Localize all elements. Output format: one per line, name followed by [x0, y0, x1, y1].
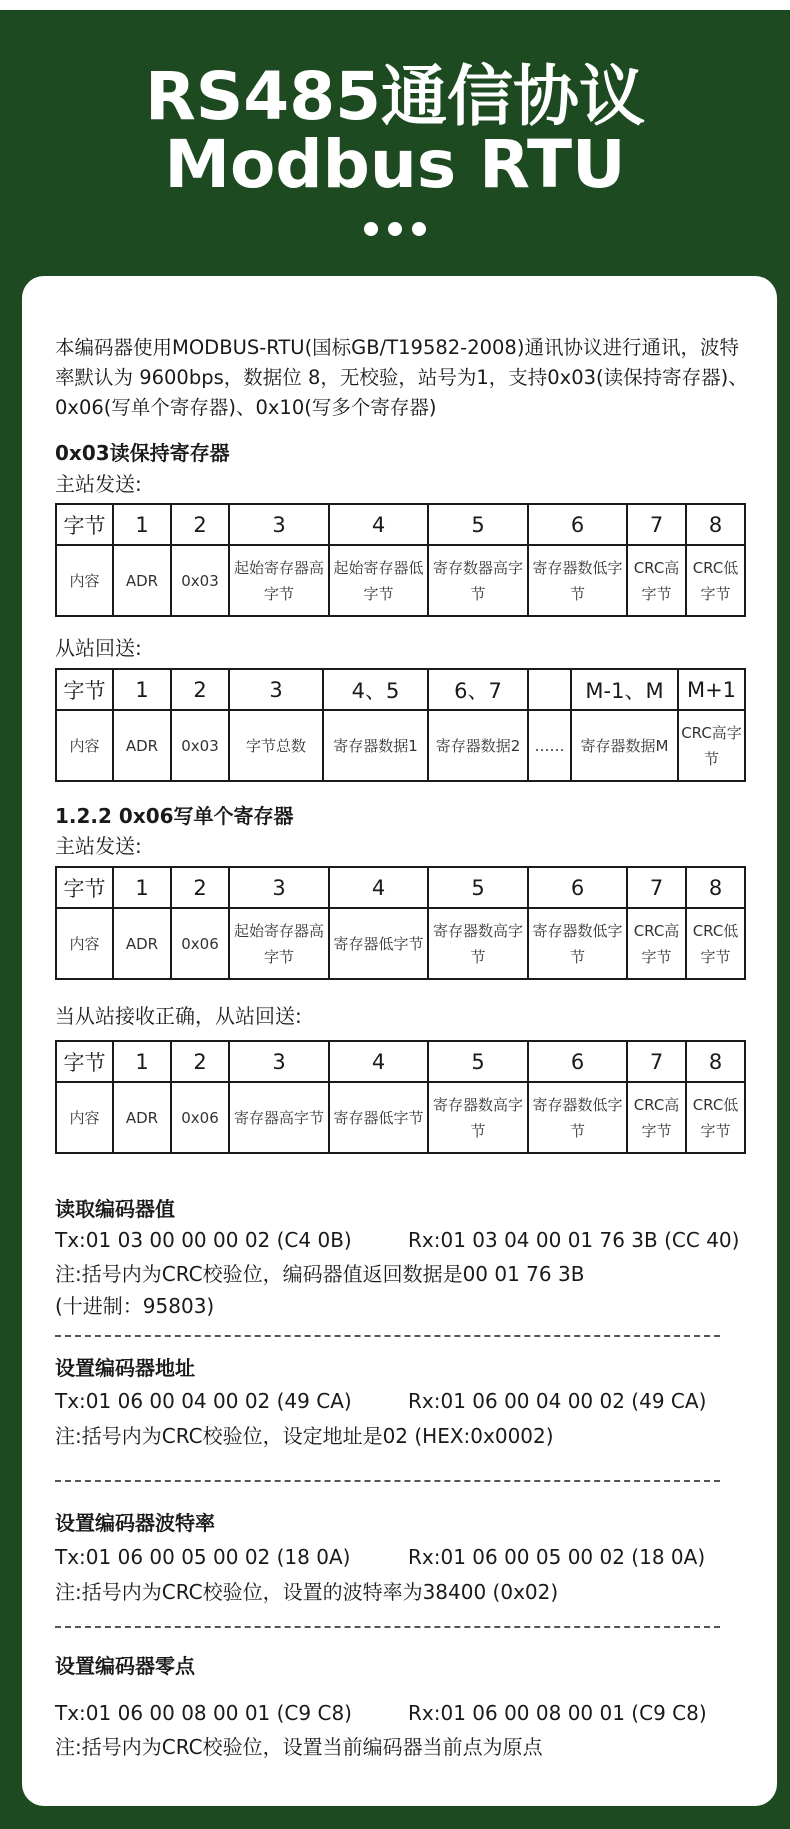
- content-cell: 寄存器数低字节: [528, 908, 627, 979]
- header-cell: 1: [113, 867, 171, 908]
- content-cell: 内容: [56, 710, 113, 781]
- content-cell: CRC高字节: [678, 710, 745, 781]
- dot-icon: [412, 222, 426, 236]
- decorative-dots: [0, 222, 790, 241]
- content-cell: CRC低字节: [686, 545, 745, 616]
- content-cell: 寄存器数低字节: [528, 1082, 627, 1153]
- example-rx: Rx:01 03 04 00 01 76 3B (CC 40): [408, 1228, 740, 1252]
- content-cell: CRC高字节: [627, 908, 686, 979]
- example-note: 注:括号内为CRC校验位，设置的波特率为38400 (0x02): [55, 1580, 559, 1604]
- header-cell: 7: [627, 1041, 686, 1082]
- header-cell: 3: [229, 504, 329, 545]
- content-cell: 起始寄存器低字节: [329, 545, 428, 616]
- dot-icon: [388, 222, 402, 236]
- header-cell: 1: [113, 1041, 171, 1082]
- table-row-content: [56, 908, 745, 979]
- header-cell: 8: [686, 504, 745, 545]
- header-cell: 3: [229, 669, 323, 710]
- header-cell: 4: [329, 504, 428, 545]
- content-cell: CRC低字节: [686, 908, 745, 979]
- header-cell: 字节: [56, 669, 113, 710]
- content-cell: 字节总数: [229, 710, 323, 781]
- header-cell: 7: [627, 504, 686, 545]
- example-rx: Rx:01 06 00 04 00 02 (49 CA): [408, 1389, 707, 1413]
- example-note: 注:括号内为CRC校验位，设定地址是02 (HEX:0x0002): [55, 1424, 554, 1448]
- content-cell: 寄存器低字节: [329, 1082, 428, 1153]
- slave-reply-label: 当从站接收正确，从站回送:: [55, 1004, 302, 1028]
- divider: [55, 1335, 720, 1337]
- header-cell: M-1、M: [571, 669, 678, 710]
- example-rx: Rx:01 06 00 05 00 02 (18 0A): [408, 1545, 706, 1569]
- content-cell: ADR: [113, 545, 171, 616]
- master-send-label: 主站发送:: [55, 834, 142, 858]
- example-tx: Tx:01 06 00 05 00 02 (18 0A): [55, 1545, 351, 1569]
- content-cell: 内容: [56, 545, 113, 616]
- dot-icon: [364, 222, 378, 236]
- example-title: 设置编码器零点: [55, 1654, 195, 1678]
- header-cell: 6: [528, 504, 627, 545]
- example-tx: Tx:01 06 00 08 00 01 (C9 C8): [55, 1701, 352, 1725]
- content-cell: 寄存器数据2: [428, 710, 528, 781]
- content-cell: ADR: [113, 710, 171, 781]
- content-cell: 寄存器数据M: [571, 710, 678, 781]
- table-row-header: [56, 867, 745, 908]
- header-cell: 5: [428, 867, 528, 908]
- content-cell: CRC高字节: [627, 545, 686, 616]
- example-title: 读取编码器值: [55, 1197, 175, 1221]
- content-cell: 起始寄存器高字节: [229, 908, 329, 979]
- table-row-header: [56, 1041, 745, 1082]
- header-cell: 8: [686, 1041, 745, 1082]
- header-cell: 字节: [56, 867, 113, 908]
- header-cell: 5: [428, 1041, 528, 1082]
- header-cell: 6: [528, 867, 627, 908]
- example-note-decimal: (十进制：95803): [55, 1294, 215, 1318]
- table-row-content: [56, 1082, 745, 1153]
- slave-reply-label: 从站回送:: [55, 636, 142, 660]
- table-row-header: [56, 504, 745, 545]
- master-send-label: 主站发送:: [55, 472, 142, 496]
- content-cell: CRC低字节: [686, 1082, 745, 1153]
- table-0x03-slave: [55, 668, 746, 782]
- content-cell: 0x03: [171, 710, 229, 781]
- header-cell: 6: [528, 1041, 627, 1082]
- header-cell: 2: [171, 669, 229, 710]
- content-cell: 0x06: [171, 1082, 229, 1153]
- content-cell: 起始寄存器高字节: [229, 545, 329, 616]
- header-cell: 3: [229, 867, 329, 908]
- example-tx: Tx:01 03 00 00 00 02 (C4 0B): [55, 1228, 352, 1252]
- divider: [55, 1626, 720, 1628]
- page-subtitle: Modbus RTU: [164, 126, 626, 203]
- content-cell: CRC高字节: [627, 1082, 686, 1153]
- table-0x06-slave: [55, 1040, 746, 1154]
- table-row-header: [56, 669, 745, 710]
- example-rx: Rx:01 06 00 08 00 01 (C9 C8): [408, 1701, 707, 1725]
- header-cell: 7: [627, 867, 686, 908]
- example-note: 注:括号内为CRC校验位，编码器值返回数据是00 01 76 3B: [55, 1262, 585, 1286]
- content-cell: 寄存器低字节: [329, 908, 428, 979]
- table-0x03-master: [55, 503, 746, 617]
- content-cell: 寄存数器高字节: [428, 545, 528, 616]
- header-cell: 3: [229, 1041, 329, 1082]
- table-row-content: [56, 710, 745, 781]
- header-cell: 1: [113, 504, 171, 545]
- content-cell: 0x06: [171, 908, 229, 979]
- content-cell: 寄存器高字节: [229, 1082, 329, 1153]
- content-cell: 寄存器数高字节: [428, 908, 528, 979]
- header-cell: 8: [686, 867, 745, 908]
- content-cell: 寄存器数高字节: [428, 1082, 528, 1153]
- table-0x06-master: [55, 866, 746, 980]
- content-cell: 0x03: [171, 545, 229, 616]
- section-heading-0x03: 0x03读保持寄存器: [55, 441, 230, 465]
- header-cell: [528, 669, 571, 710]
- header-cell: M+1: [678, 669, 745, 710]
- header-cell: 1: [113, 669, 171, 710]
- header-cell: 字节: [56, 1041, 113, 1082]
- content-cell: 内容: [56, 1082, 113, 1153]
- header-cell: 5: [428, 504, 528, 545]
- example-title: 设置编码器地址: [55, 1356, 195, 1380]
- header-cell: 6、7: [428, 669, 528, 710]
- example-note: 注:括号内为CRC校验位，设置当前编码器当前点为原点: [55, 1735, 543, 1759]
- content-cell: 寄存器数低字节: [528, 545, 627, 616]
- header-cell: 4、5: [323, 669, 428, 710]
- content-cell: ADR: [113, 1082, 171, 1153]
- content-cell: ……: [528, 710, 571, 781]
- example-tx: Tx:01 06 00 04 00 02 (49 CA): [55, 1389, 352, 1413]
- header-cell: 4: [329, 867, 428, 908]
- content-cell: 寄存器数据1: [323, 710, 428, 781]
- header-cell: 2: [171, 867, 229, 908]
- content-cell: 内容: [56, 908, 113, 979]
- header-cell: 字节: [56, 504, 113, 545]
- table-row-content: [56, 545, 745, 616]
- content-cell: ADR: [113, 908, 171, 979]
- header-cell: 2: [171, 504, 229, 545]
- page-title: RS485通信协议: [144, 58, 646, 135]
- section-heading-0x06: 1.2.2 0x06写单个寄存器: [55, 804, 294, 828]
- intro-paragraph: 本编码器使用MODBUS-RTU(国标GB/T19582-2008)通讯协议进行通讯，波特率默认为 9600bps，数据位 8，无校验，站号为1，支持0x03(读保持寄存器)、0x06(写单个寄存器)、0x10(写多个寄存器): [55, 336, 748, 419]
- divider: [55, 1480, 720, 1482]
- example-title: 设置编码器波特率: [55, 1511, 215, 1535]
- header-cell: 4: [329, 1041, 428, 1082]
- header-cell: 2: [171, 1041, 229, 1082]
